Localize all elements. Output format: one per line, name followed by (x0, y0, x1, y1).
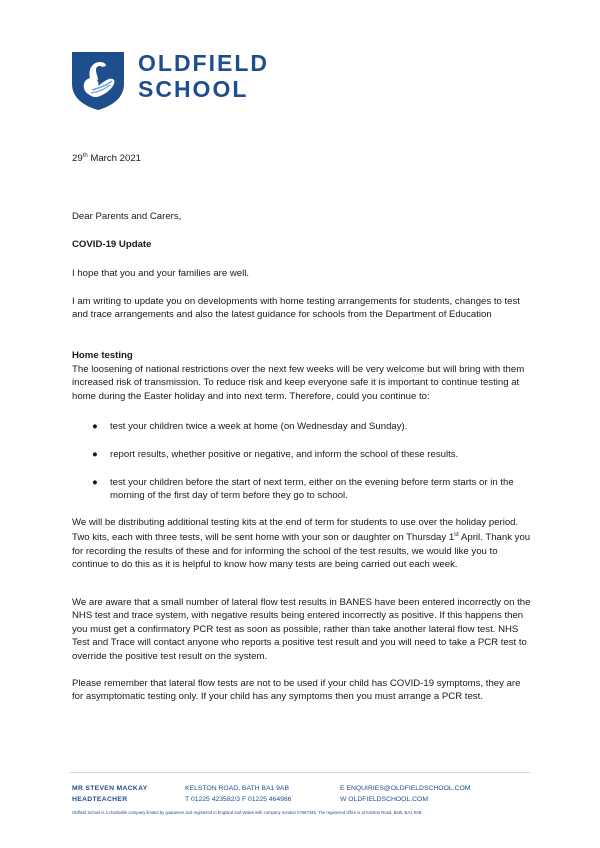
footer-signatory (72, 783, 148, 805)
email-link[interactable]: E ENQUIRIES@OLDFIELDSCHOOL.COM (340, 785, 471, 792)
letter-date: 29th March 2021 (72, 153, 142, 165)
paragraph-intro: I hope that you and your families are well. (72, 268, 250, 279)
swan-shield-logo-icon (70, 50, 126, 112)
school-name-line1: OLDFIELD (138, 50, 269, 76)
paragraph-lateral-flow: We are aware that a small number of lateral flow test results in BANES have been entered incorrectly on the NHS test and trace system, with negative results being entered incorrectly as positive. If this happens then you must get a confirmatory PCR test as soon as possible, rather than take another lateral flow test. NHS Test and Trace will contact anyone who reports a positive test result and you will need to take a PCR test to override the positive test result on the system. (72, 597, 531, 662)
phone: T 01225 423582/3 F 01225 464986 (185, 796, 292, 803)
address: KELSTON ROAD, BATH BA1 9AB (185, 785, 290, 792)
bullet-list (92, 476, 532, 503)
headteacher-name: MR STEVEN MACKAY (72, 785, 148, 792)
bullet-list (92, 448, 532, 461)
bullet-icon: ● (92, 421, 98, 432)
paragraph-testing-kits: We will be distributing additional testing kits at the end of term for students to use over the holiday period. Two kits, each with three tests, will be sent home with your son or daughter on Thursday 1st April. Thank you for recording the results of these and for informing the school of the test results, we would like you to continue to do this as it is helpful to know how many tests are being carried out each week. (72, 517, 531, 571)
school-logo (70, 50, 269, 112)
paragraph-home-testing: The loosening of national restrictions over the next few weeks will be very welcome but will bring with them increased risk of transmission. To reduce risk and keep everyone safe it is important to continue testing at home during the Easter holiday and into next term. Therefore, could you continue to: (72, 364, 525, 402)
letter-subject: COVID-19 Update (72, 239, 152, 250)
paragraph-update: I am writing to update you on developments with home testing arrangements for students, changes to test and trace arrangements and also the latest guidance for schools from the Department of Education (72, 296, 520, 321)
school-name-line2: SCHOOL (138, 76, 249, 102)
bullet-icon: ● (92, 449, 98, 460)
bullet-list (92, 420, 532, 433)
website-link[interactable]: W OLDFIELDSCHOOL.COM (340, 796, 428, 803)
headteacher-role: HEADTEACHER (72, 796, 128, 803)
footer-contact (340, 783, 470, 805)
footer-divider (70, 772, 530, 773)
section-heading: Home testing (72, 350, 133, 361)
fine-print: Oldfield School is a charitable company limited by guarantee and registered in England and Wales with company number 07567345. The registered office is at Kelston Road, Bath, BA1 9AB (72, 810, 422, 815)
list-item: ● report results, whether positive or negative, and inform the school of these results. (92, 449, 459, 460)
list-item: ● test your children before the start of next term, either on the evening before term starts or in the morning of the first day of term before they go to school. (92, 477, 514, 502)
footer-address (185, 783, 291, 805)
list-item: ● test your children twice a week at home (on Wednesday and Sunday). (92, 421, 408, 432)
bullet-icon: ● (92, 477, 98, 488)
school-name (138, 50, 269, 102)
salutation: Dear Parents and Carers, (72, 211, 182, 222)
paragraph-reminder: Please remember that lateral flow tests are not to be used if your child has COVID-19 symptoms, they are for asymptomatic testing only. If your child has any symptoms then you must arrange a PCR test. (72, 678, 521, 703)
